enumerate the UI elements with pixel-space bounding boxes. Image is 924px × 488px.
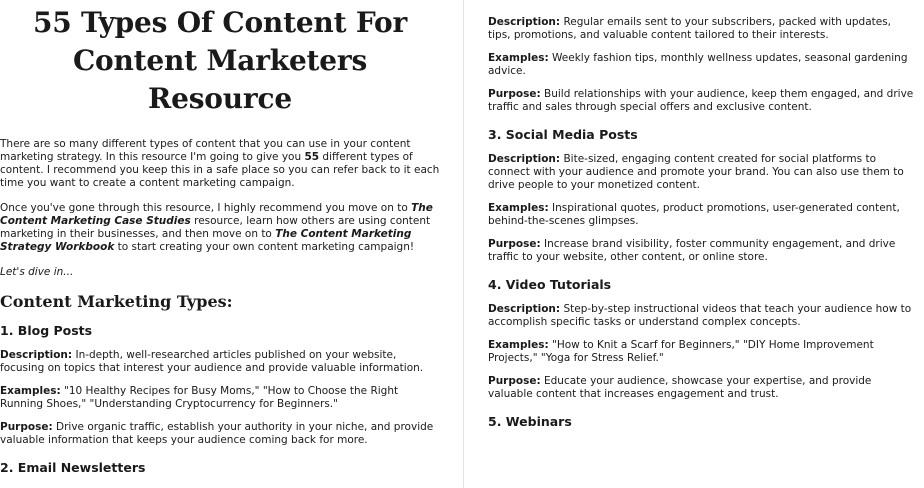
- description-text: Step-by-step instructional videos that teach your audience how to accomplish specific tasks or understand complex concepts.: [488, 303, 912, 328]
- purpose-text: Drive organic traffic, establish your authority in your niche, and provide valuable information that keeps your audience coming back for more.: [0, 421, 434, 446]
- examples-label: Examples:: [488, 339, 549, 351]
- section-title: 5. Webinars: [488, 414, 572, 429]
- examples-text: Inspirational quotes, product promotions, user-generated content, behind-the-scenes glimpses.: [488, 202, 900, 227]
- section-purpose: [0, 421, 440, 447]
- section-purpose: [488, 238, 916, 264]
- description-text: In-depth, well-researched articles published on your website, focusing on topics that interest your audience and provide valuable information.: [0, 349, 424, 374]
- intro-paragraph-2: [0, 202, 440, 254]
- description-label: Description:: [0, 349, 73, 361]
- section-description: [488, 153, 916, 192]
- section-title: 1. Blog Posts: [0, 323, 93, 338]
- intro2-text-b: resource, learn how others are using content marketing in their businesses, and then move on to: [0, 215, 431, 240]
- title-line-1: 55 Types Of Content For: [32, 6, 408, 39]
- section-purpose: [488, 88, 916, 114]
- examples-label: Examples:: [488, 52, 549, 64]
- description-label: Description:: [488, 153, 561, 165]
- description-label: Description:: [488, 303, 561, 315]
- types-heading: Content Marketing Types:: [0, 292, 233, 311]
- examples-text: "How to Knit a Scarf for Beginners," "DIY Home Improvement Projects," "Yoga for Stress Relief.": [488, 339, 874, 364]
- section-examples: [488, 202, 916, 228]
- left-column: [0, 0, 440, 476]
- description-text: Regular emails sent to your subscribers, packed with updates, tips, promotions, and valuable content tailored to their interests.: [488, 16, 892, 41]
- purpose-label: Purpose:: [488, 375, 541, 387]
- case-studies-link[interactable]: The Content Marketing Case Studies: [0, 202, 433, 227]
- section-title: 4. Video Tutorials: [488, 277, 612, 292]
- title-line-2: Content Marketers Resource: [72, 44, 368, 115]
- section-examples: [488, 52, 916, 78]
- section-purpose: [488, 375, 916, 401]
- description-text: Bite-sized, engaging content created for social platforms to connect with your audience and promote your brand. You can also use them to drive people to your monetized content.: [488, 153, 904, 191]
- column-divider: [463, 0, 464, 488]
- section-description: [488, 16, 916, 42]
- intro-text: There are so many different types of content that you can use in your content marketing strategy. In this resource I'm going to give you: [0, 138, 411, 163]
- examples-text: Weekly fashion tips, monthly wellness updates, seasonal gardening advice.: [488, 52, 908, 77]
- intro-text-continued: different types of content. I recommend you keep this in a safe place so you can refer back to it each time you want to create a content marketing campaign.: [0, 151, 440, 189]
- examples-text: "10 Healthy Recipes for Busy Moms," "How to Choose the Right Running Shoes," "Understanding Cryptocurrency for Beginners.": [0, 385, 399, 410]
- type-count: 55: [304, 151, 320, 163]
- intro-paragraph-1: [0, 138, 440, 190]
- document-title: [0, 0, 440, 118]
- section-title: 3. Social Media Posts: [488, 127, 638, 142]
- right-column: [488, 0, 916, 430]
- intro2-text-a: Once you've gone through this resource, I highly recommend you move on to: [0, 202, 412, 214]
- section-description: [488, 303, 916, 329]
- purpose-label: Purpose:: [488, 88, 541, 100]
- section-examples: [488, 339, 916, 365]
- lets-dive-in: Let's dive in...: [0, 266, 74, 278]
- purpose-text: Build relationships with your audience, keep them engaged, and drive traffic and sales through special offers and exclusive content.: [488, 88, 914, 113]
- purpose-label: Purpose:: [488, 238, 541, 250]
- purpose-label: Purpose:: [0, 421, 53, 433]
- strategy-workbook-link[interactable]: The Content Marketing Strategy Workbook: [0, 228, 412, 253]
- examples-label: Examples:: [488, 202, 549, 214]
- examples-label: Examples:: [0, 385, 61, 397]
- section-examples: [0, 385, 440, 411]
- intro2-text-c: to start creating your own content marketing campaign!: [114, 241, 415, 253]
- purpose-text: Educate your audience, showcase your expertise, and provide valuable content that increases engagement and trust.: [488, 375, 872, 400]
- section-title: 2. Email Newsletters: [0, 460, 146, 475]
- section-description: [0, 349, 440, 375]
- description-label: Description:: [488, 16, 561, 28]
- purpose-text: Increase brand visibility, foster community engagement, and drive traffic to your website, other content, or online store.: [488, 238, 896, 263]
